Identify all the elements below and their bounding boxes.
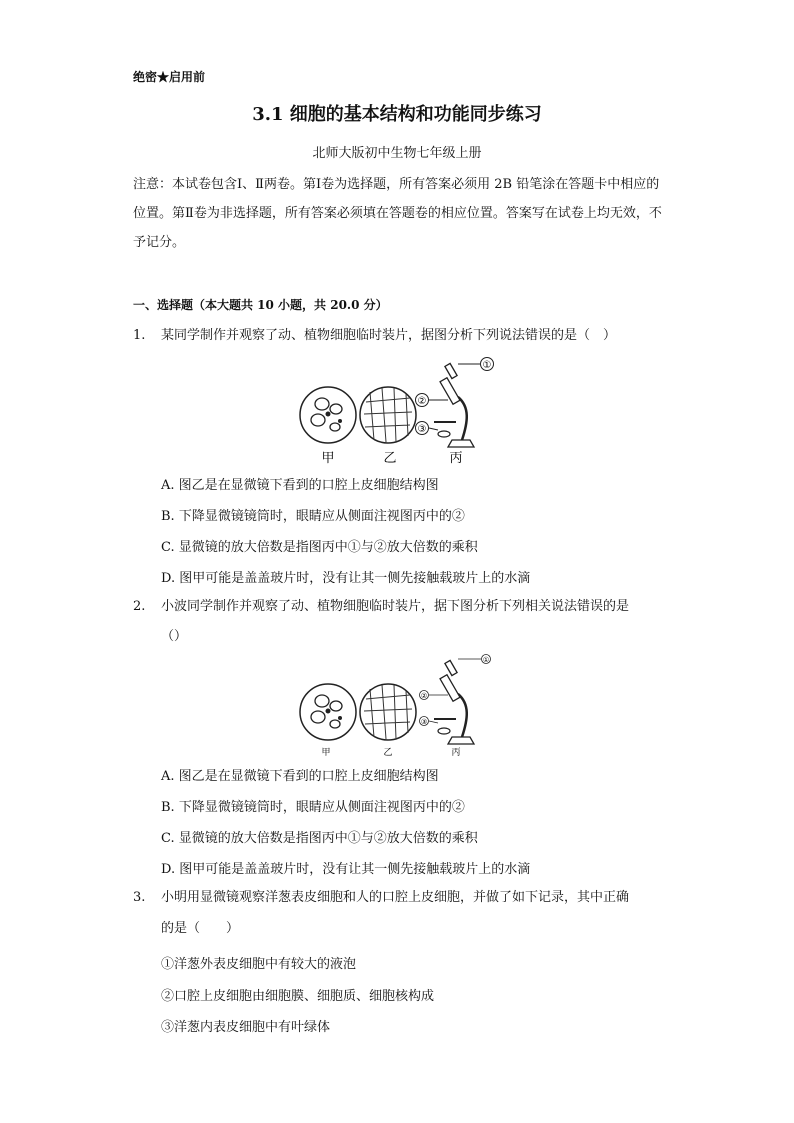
- q2-label-jia: 甲: [321, 748, 331, 758]
- section-heading: 一、选择题（本大题共 10 小题，共 20.0 分）: [133, 298, 388, 312]
- question-1-text: 某同学制作并观察了动、植物细胞临时装片，据图分析下列说法错误的是（ ）: [161, 328, 617, 343]
- q2-label-yi: 乙: [383, 748, 393, 758]
- secret-label: 绝密★启用前: [133, 70, 206, 84]
- q1-callout-2: ②: [417, 396, 427, 407]
- q3-statement-2: ②口腔上皮细胞由细胞膜、细胞质、细胞核构成: [161, 989, 435, 1004]
- question-3-text-line1: 小明用显微镜观察洋葱表皮细胞和人的口腔上皮细胞，并做了如下记录，其中正确: [161, 890, 630, 905]
- q3-statement-3: ③洋葱内表皮细胞中有叶绿体: [161, 1020, 331, 1035]
- question-3-text-line2: 的是（ ）: [161, 921, 240, 936]
- question-2-figure: [298, 650, 498, 760]
- q2-callout-3: ③: [420, 718, 428, 726]
- question-2-text-line2: （）: [161, 629, 188, 644]
- q1-option-a: A. 图乙是在显微镜下看到的口腔上皮细胞结构图: [161, 478, 439, 493]
- q2-option-d: D. 图甲可能是盖盖玻片时，没有让其一侧先接触载玻片上的水滴: [161, 862, 531, 877]
- question-1-figure: [298, 352, 498, 467]
- q1-callout-1: ①: [482, 360, 492, 371]
- q1-label-jia: 甲: [321, 451, 335, 466]
- q2-option-c: C. 显微镜的放大倍数是指图丙中①与②放大倍数的乘积: [161, 831, 478, 846]
- q2-option-b: B. 下降显微镜镜筒时，眼睛应从侧面注视图丙中的②: [161, 800, 465, 815]
- q1-option-d: D. 图甲可能是盖盖玻片时，没有让其一侧先接触载玻片上的水滴: [161, 571, 531, 586]
- q2-callout-2: ②: [420, 692, 428, 700]
- page-title: 3.1 细胞的基本结构和功能同步练习: [252, 104, 542, 125]
- q1-option-c: C. 显微镜的放大倍数是指图丙中①与②放大倍数的乘积: [161, 540, 478, 555]
- q3-statement-1: ①洋葱外表皮细胞中有较大的液泡: [161, 957, 357, 972]
- q2-callout-1: ①: [482, 656, 490, 664]
- question-1-number: 1.: [133, 328, 146, 343]
- q2-option-a: A. 图乙是在显微镜下看到的口腔上皮细胞结构图: [161, 769, 439, 784]
- q1-label-yi: 乙: [383, 451, 397, 466]
- q2-label-bing: 丙: [451, 748, 461, 758]
- notice-text: 注意：本试卷包含Ⅰ、Ⅱ两卷。第Ⅰ卷为选择题，所有答案必须用 2B 铅笔涂在答题卡中相应的位置。第Ⅱ卷为非选择题，所有答案必须填在答题卷的相应位置。答案写在试卷上均无效，不予记分。: [133, 177, 662, 250]
- question-2-text-line1: 小波同学制作并观察了动、植物细胞临时装片，据下图分析下列相关说法错误的是: [161, 599, 630, 614]
- q1-callout-3: ③: [417, 424, 427, 435]
- question-3-number: 3.: [133, 890, 146, 905]
- question-2-number: 2.: [133, 599, 146, 614]
- page-subtitle: 北师大版初中生物七年级上册: [312, 146, 482, 161]
- q1-option-b: B. 下降显微镜镜筒时，眼睛应从侧面注视图丙中的②: [161, 509, 465, 524]
- q1-label-bing: 丙: [449, 451, 463, 466]
